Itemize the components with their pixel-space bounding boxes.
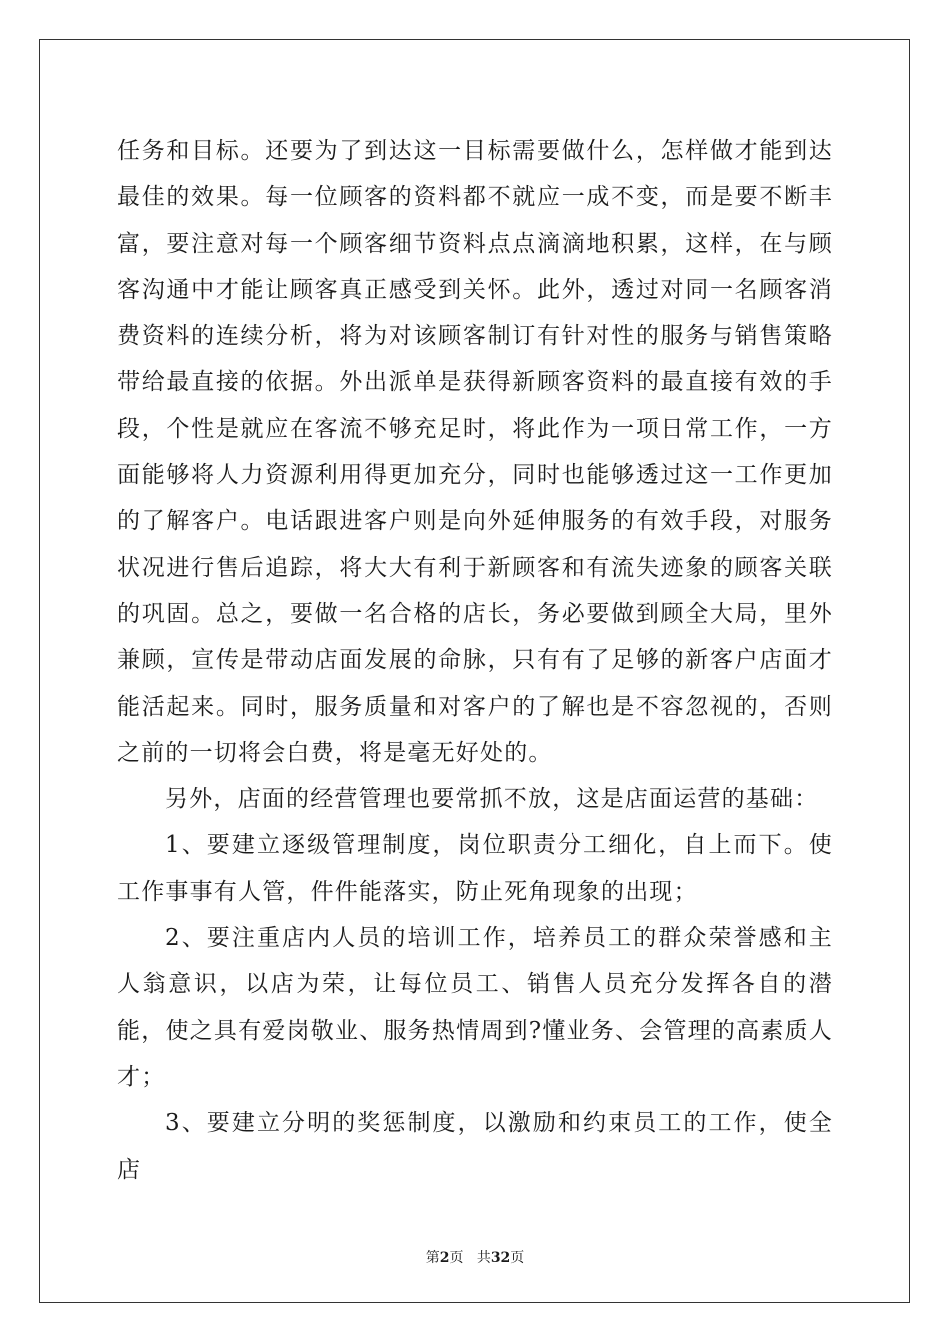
total-pages: 32 bbox=[490, 1250, 511, 1266]
page-prefix: 第 bbox=[425, 1250, 440, 1266]
paragraph-2: 另外，店面的经营管理也要常抓不放，这是店面运营的基础： bbox=[165, 786, 819, 813]
page-suffix: 页 bbox=[449, 1250, 464, 1266]
total-prefix: 共 bbox=[476, 1250, 491, 1266]
paragraph-1: 任务和目标。还要为了到达这一目标需要做什么，怎样做才能到达最佳的效果。每一位顾客的资料都不就应一成不变，而是要不断丰富，要注意对每一个顾客细节资料点点滴滴地积累，这样，在与顾客沟通中才能让顾客真正感受到关怀。此外，透过对同一名顾客消费资料的连续分析，将为对该顾客制订有针对性的服务与销售策略带给最直接的依据。外出派单是获得新顾客资料的最直接有效的手段，个性是就应在客流不够充足时，将此作为一项日常工作，一方面能够将人力资源利用得更加充分，同时也能够透过这一工作更加的了解客户。电话跟进客户则是向外延伸服务的有效手段，对服务状况进行售后追踪，将大大有利于新顾客和有流失迹象的顾客关联的巩固。总之，要做一名合格的店长，务必要做到顾全大局，里外兼顾，宣传是带动店面发展的命脉，只有有了足够的新客户店面才能活起来。同时，服务质量和对客户的了解也是不容忽视的，否则之前的一切将会白费，将是毫无好处的。 bbox=[117, 138, 833, 766]
paragraph-4: 2、要注重店内人员的培训工作，培养员工的群众荣誉感和主人翁意识，以店为荣，让每位员工、销售人员充分发挥各自的潜能，使之具有爱岗敬业、服务热情周到?懂业务、会管理的高素质人才； bbox=[117, 925, 833, 1090]
document-body bbox=[117, 128, 833, 1193]
page-footer bbox=[0, 1247, 950, 1267]
total-suffix: 页 bbox=[510, 1250, 525, 1266]
paragraph-5: 3、要建立分明的奖惩制度，以激励和约束员工的工作，使全店 bbox=[117, 1110, 833, 1183]
paragraph-3: 1、要建立逐级管理制度，岗位职责分工细化，自上而下。使工作事事有人管，件件能落实，防止死角现象的出现； bbox=[117, 832, 833, 905]
page-number: 2 bbox=[439, 1250, 450, 1266]
